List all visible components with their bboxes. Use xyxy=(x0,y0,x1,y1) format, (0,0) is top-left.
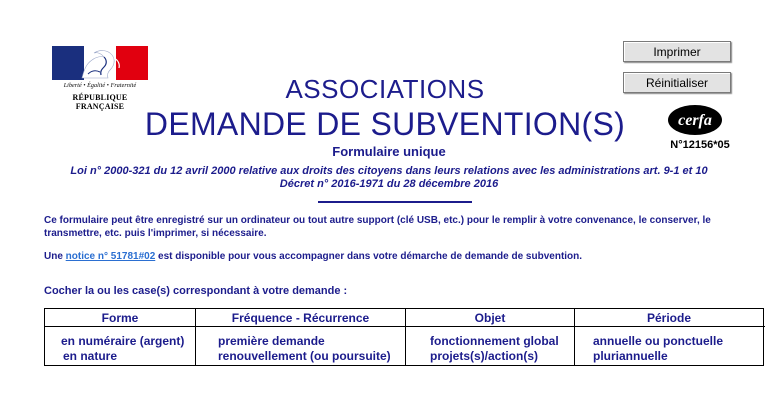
column-forme xyxy=(45,309,196,365)
notice-suffix: est disponible pour vous accompagner dans votre démarche de demande de subvention. xyxy=(155,251,583,262)
option-annuelle[interactable]: annuelle ou ponctuelle xyxy=(593,334,724,348)
request-type-table xyxy=(44,308,764,366)
option-projets[interactable]: projets(s)/action(s) xyxy=(430,349,539,363)
option-fonctionnement[interactable]: fonctionnement global xyxy=(430,334,559,348)
print-button[interactable]: Imprimer xyxy=(623,41,731,62)
page-title: DEMANDE DE SUBVENTION(S) xyxy=(144,106,626,142)
notice-link[interactable]: notice n° 51781#02 xyxy=(65,251,156,262)
header-periode: Période xyxy=(646,311,691,325)
option-numeraire[interactable]: en numéraire (argent) xyxy=(61,334,185,348)
header-frequence: Fréquence - Récurrence xyxy=(231,311,370,325)
option-pluriannuelle[interactable]: pluriannuelle xyxy=(593,349,668,363)
republic-name: RÉPUBLIQUE FRANÇAISE xyxy=(72,93,128,111)
decree-reference: Décret n° 2016-1971 du 28 décembre 2016 xyxy=(279,178,499,190)
cerfa-number: N°12156*05 xyxy=(670,139,730,151)
divider xyxy=(318,201,472,203)
header-objet: Objet xyxy=(474,311,506,325)
reset-button[interactable]: Réinitialiser xyxy=(623,72,731,93)
notice-prefix: Une xyxy=(44,251,66,262)
column-objet xyxy=(406,309,575,365)
subtitle: Formulaire unique xyxy=(332,144,446,159)
column-periode xyxy=(575,309,763,365)
option-nature[interactable]: en nature xyxy=(63,349,118,363)
column-frequence xyxy=(196,309,406,365)
title-associations: ASSOCIATIONS xyxy=(285,74,485,104)
option-renouvellement[interactable]: renouvellement (ou poursuite) xyxy=(218,349,391,363)
header-forme: Forme xyxy=(101,311,139,325)
option-premiere-demande[interactable]: première demande xyxy=(218,334,325,348)
cerfa-logo-text: cerfa xyxy=(678,112,712,129)
checkbox-instruction: Cocher la ou les case(s) correspondant à votre demande : xyxy=(44,285,348,297)
intro-paragraph: Ce formulaire peut être enregistré sur un ordinateur ou tout autre support (clé USB, etc.) pour le remplir à votre convenance, le conserver, le transmettre, etc. puis l'imprimer, si nécessaire. xyxy=(44,215,711,239)
republic-motto: Liberté • Égalité • Fraternité xyxy=(63,83,137,89)
notice-line xyxy=(44,251,744,262)
law-reference: Loi n° 2000-321 du 12 avril 2000 relative aux droits des citoyens dans leurs relations avec les administrations art. 9-1 et 10 xyxy=(70,165,708,177)
